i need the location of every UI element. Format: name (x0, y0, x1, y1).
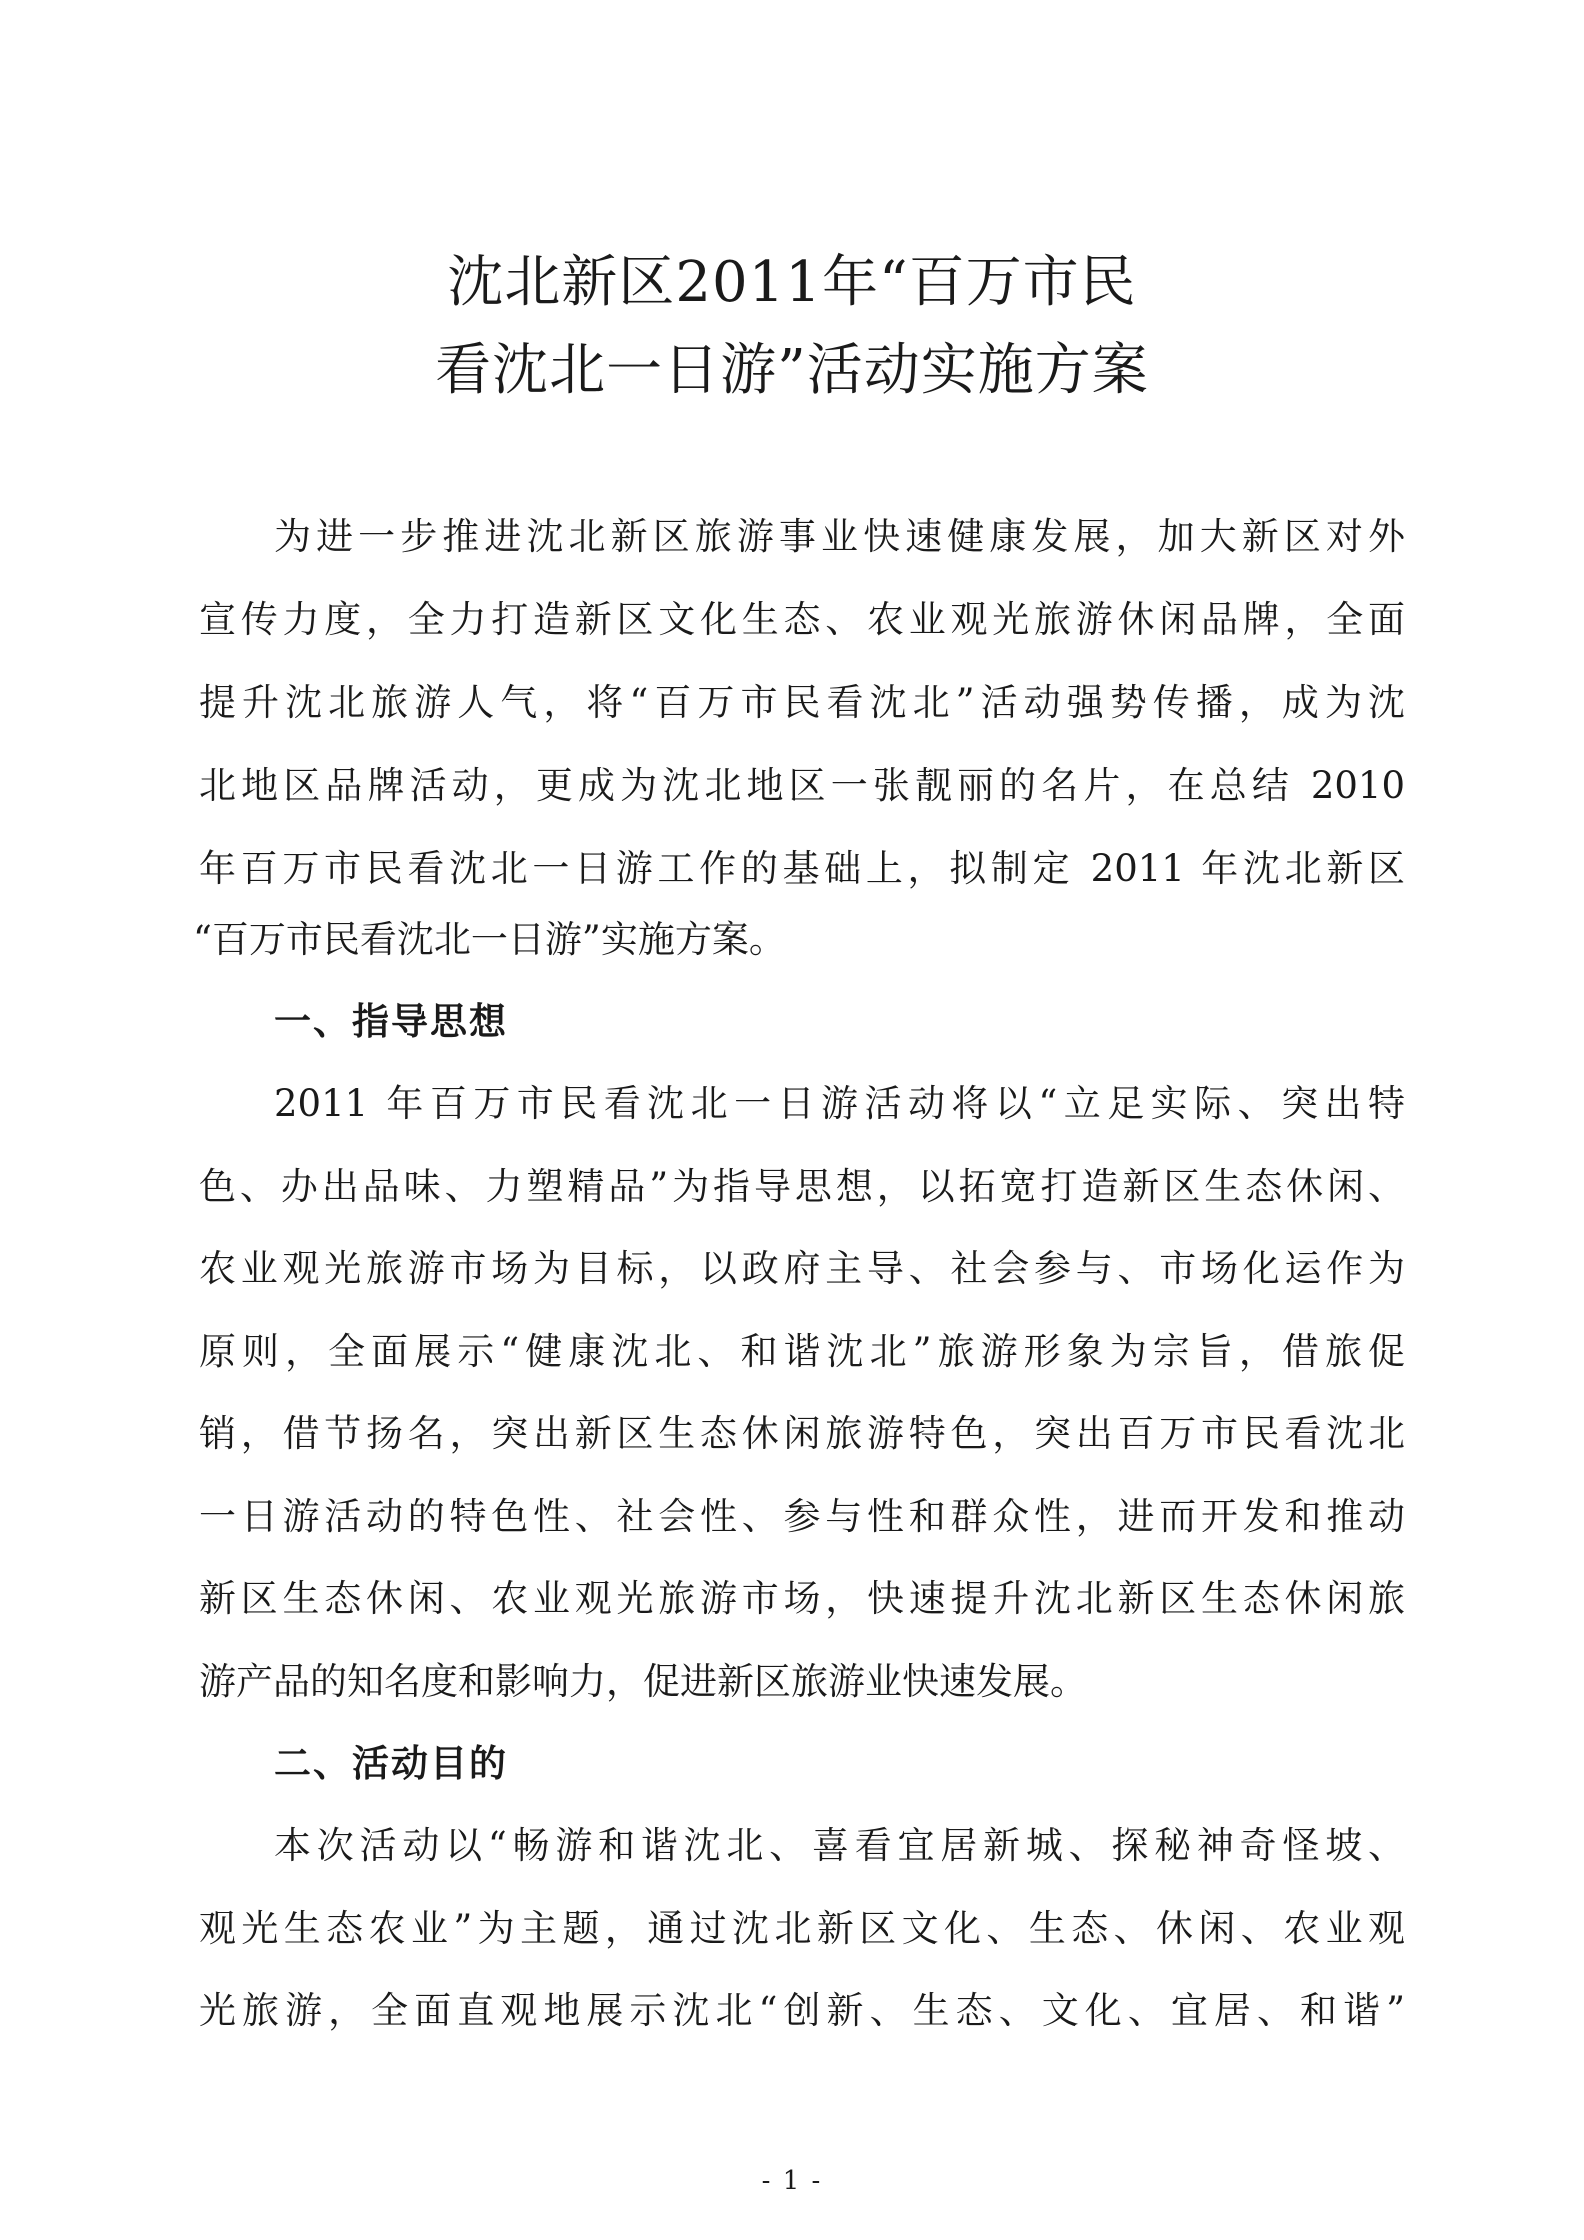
section1-line: 一日游活动的特色性、社会性、参与性和群众性，进而开发和推动 (199, 1495, 1405, 1538)
page-number: - 1 - (761, 2166, 823, 2196)
intro-line: 年百万市民看沈北一日游工作的基础上，拟制定 2011 年沈北新区 (199, 847, 1405, 890)
intro-line: 提升沈北旅游人气，将“百万市民看沈北”活动强势传播，成为沈 (199, 681, 1405, 724)
section-heading-guiding-ideology: 一、指导思想 (274, 1000, 508, 1043)
intro-line: 北地区品牌活动，更成为沈北地区一张靓丽的名片，在总结 2010 (199, 764, 1405, 807)
intro-line: 为进一步推进沈北新区旅游事业快速健康发展，加大新区对外 (274, 515, 1405, 558)
section2-line: 光旅游，全面直观地展示沈北“创新、生态、文化、宜居、和谐” (199, 1989, 1405, 2032)
section1-line: 新区生态休闲、农业观光旅游市场，快速提升沈北新区生态休闲旅 (199, 1577, 1405, 1620)
section1-line: 游产品的知名度和影响力，促进新区旅游业快速发展。 (199, 1660, 1087, 1703)
document-title-line-1: 沈北新区2011年“百万市民 (447, 250, 1137, 315)
section1-line: 销，借节扬名，突出新区生态休闲旅游特色，突出百万市民看沈北 (199, 1412, 1405, 1455)
section2-line: 观光生态农业”为主题，通过沈北新区文化、生态、休闲、农业观 (199, 1907, 1405, 1950)
section1-line: 2011 年百万市民看沈北一日游活动将以“立足实际、突出特 (274, 1082, 1405, 1125)
section1-line: 色、办出品味、力塑精品”为指导思想，以拓宽打造新区生态休闲、 (199, 1165, 1405, 1208)
section-heading-activity-purpose: 二、活动目的 (274, 1742, 508, 1785)
section1-line: 农业观光旅游市场为目标，以政府主导、社会参与、市场化运作为 (199, 1247, 1405, 1290)
document-title-line-2: 看沈北一日游”活动实施方案 (435, 338, 1149, 403)
section2-line: 本次活动以“畅游和谐沈北、喜看宜居新城、探秘神奇怪坡、 (274, 1824, 1405, 1867)
intro-line: “百万市民看沈北一日游”实施方案。 (193, 918, 786, 961)
section1-line: 原则，全面展示“健康沈北、和谐沈北”旅游形象为宗旨，借旅促 (199, 1330, 1405, 1373)
intro-line: 宣传力度，全力打造新区文化生态、农业观光旅游休闲品牌，全面 (199, 598, 1405, 641)
